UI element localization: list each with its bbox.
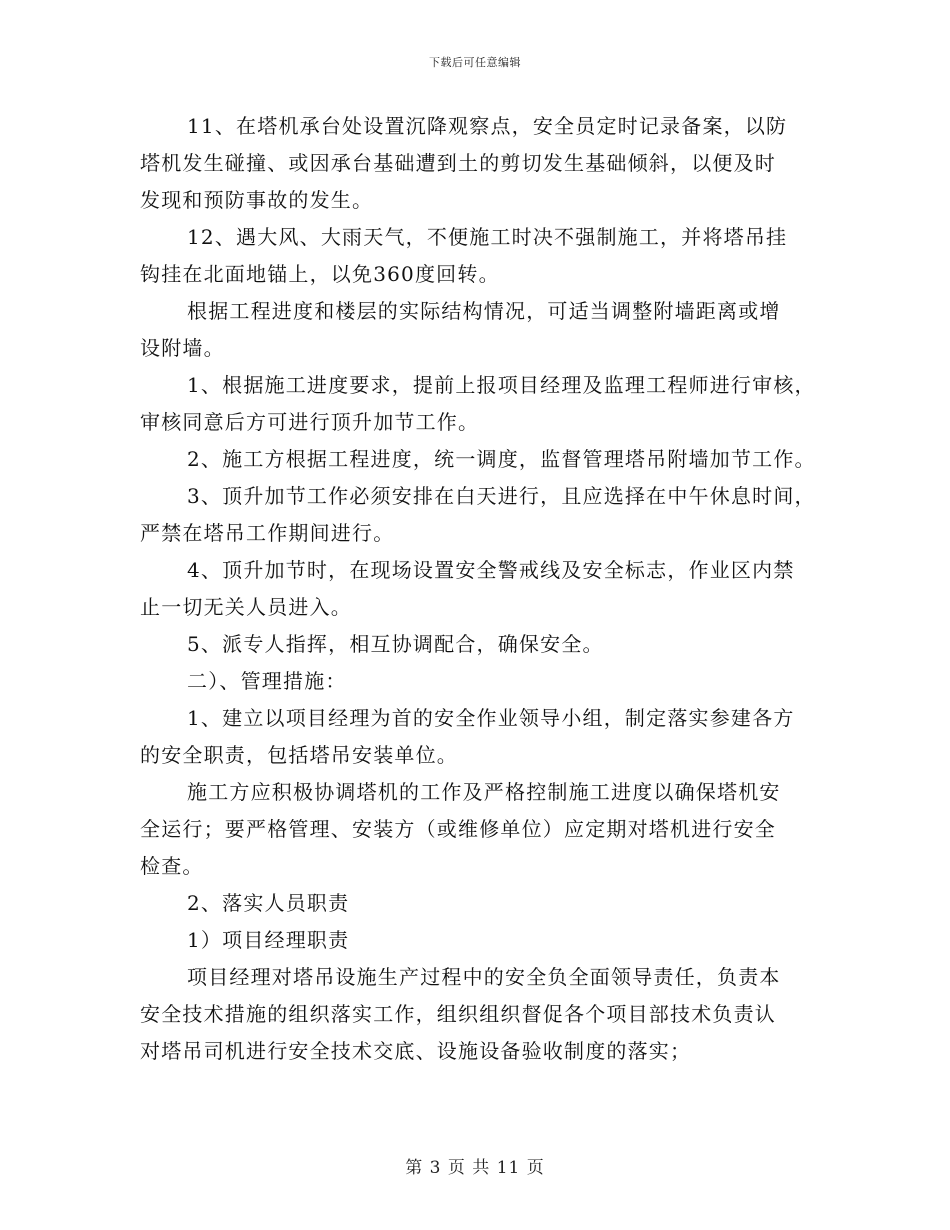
paragraph-line: 11、在塔机承台处设置沉降观察点，安全员定时记录备案，以防 [187, 114, 788, 138]
subsection-heading: 2、落实人员职责 [187, 891, 350, 915]
paragraph-line: 1、建立以项目经理为首的安全作业领导小组，制定落实参建各方 [187, 706, 795, 730]
paragraph-line: 止一切无关人员进入。 [140, 595, 352, 619]
paragraph-line: 设附墙。 [140, 336, 225, 360]
paragraph-line: 5、派专人指挥，相互协调配合，确保安全。 [187, 632, 604, 656]
paragraph-line: 对塔吊司机进行安全技术交底、设施设备验收制度的落实； [140, 1039, 692, 1063]
paragraph-line: 检查。 [140, 854, 204, 878]
paragraph-line: 全运行；要严格管理、安装方（或维修单位）应定期对塔机进行安全 [140, 817, 776, 841]
paragraph-line: 的安全职责，包括塔吊安装单位。 [140, 743, 458, 767]
paragraph-line: 发现和预防事故的发生。 [140, 188, 374, 212]
paragraph-line: 审核同意后方可进行顶升加节工作。 [140, 410, 480, 434]
paragraph-line: 塔机发生碰撞、或因承台基础遭到土的剪切发生基础倾斜，以便及时 [140, 151, 776, 175]
paragraph-line: 项目经理对塔吊设施生产过程中的安全负全面领导责任，负责本 [187, 965, 781, 989]
subsection-heading: 1）项目经理职责 [187, 928, 350, 952]
paragraph-line: 3、顶升加节工作必须安排在白天进行，且应选择在中午休息时间， [187, 484, 816, 508]
section-heading: 二）、管理措施： [187, 669, 347, 693]
document-body [140, 108, 830, 1070]
paragraph-line: 严禁在塔吊工作期间进行。 [140, 521, 395, 545]
paragraph-line: 1、根据施工进度要求，提前上报项目经理及监理工程师进行审核， [187, 373, 816, 397]
paragraph-line: 安全技术措施的组织落实工作，组织组织督促各个项目部技术负责认 [140, 1002, 776, 1026]
page-number: 第 3 页 共 11 页 [405, 1158, 545, 1178]
page-header: 下载后可任意编辑 [429, 56, 521, 69]
paragraph-line: 4、顶升加节时，在现场设置安全警戒线及安全标志，作业区内禁 [187, 558, 795, 582]
paragraph-line: 根据工程进度和楼层的实际结构情况，可适当调整附墙距离或增 [187, 299, 781, 323]
paragraph-line: 钩挂在北面地锚上，以免360度回转。 [140, 262, 500, 286]
paragraph-line: 2、施工方根据工程进度，统一调度，监督管理塔吊附墙加节工作。 [187, 447, 816, 471]
paragraph-line: 12、遇大风、大雨天气，不便施工时决不强制施工，并将塔吊挂 [187, 225, 788, 249]
paragraph-line: 施工方应积极协调塔机的工作及严格控制施工进度以确保塔机安 [187, 780, 781, 804]
